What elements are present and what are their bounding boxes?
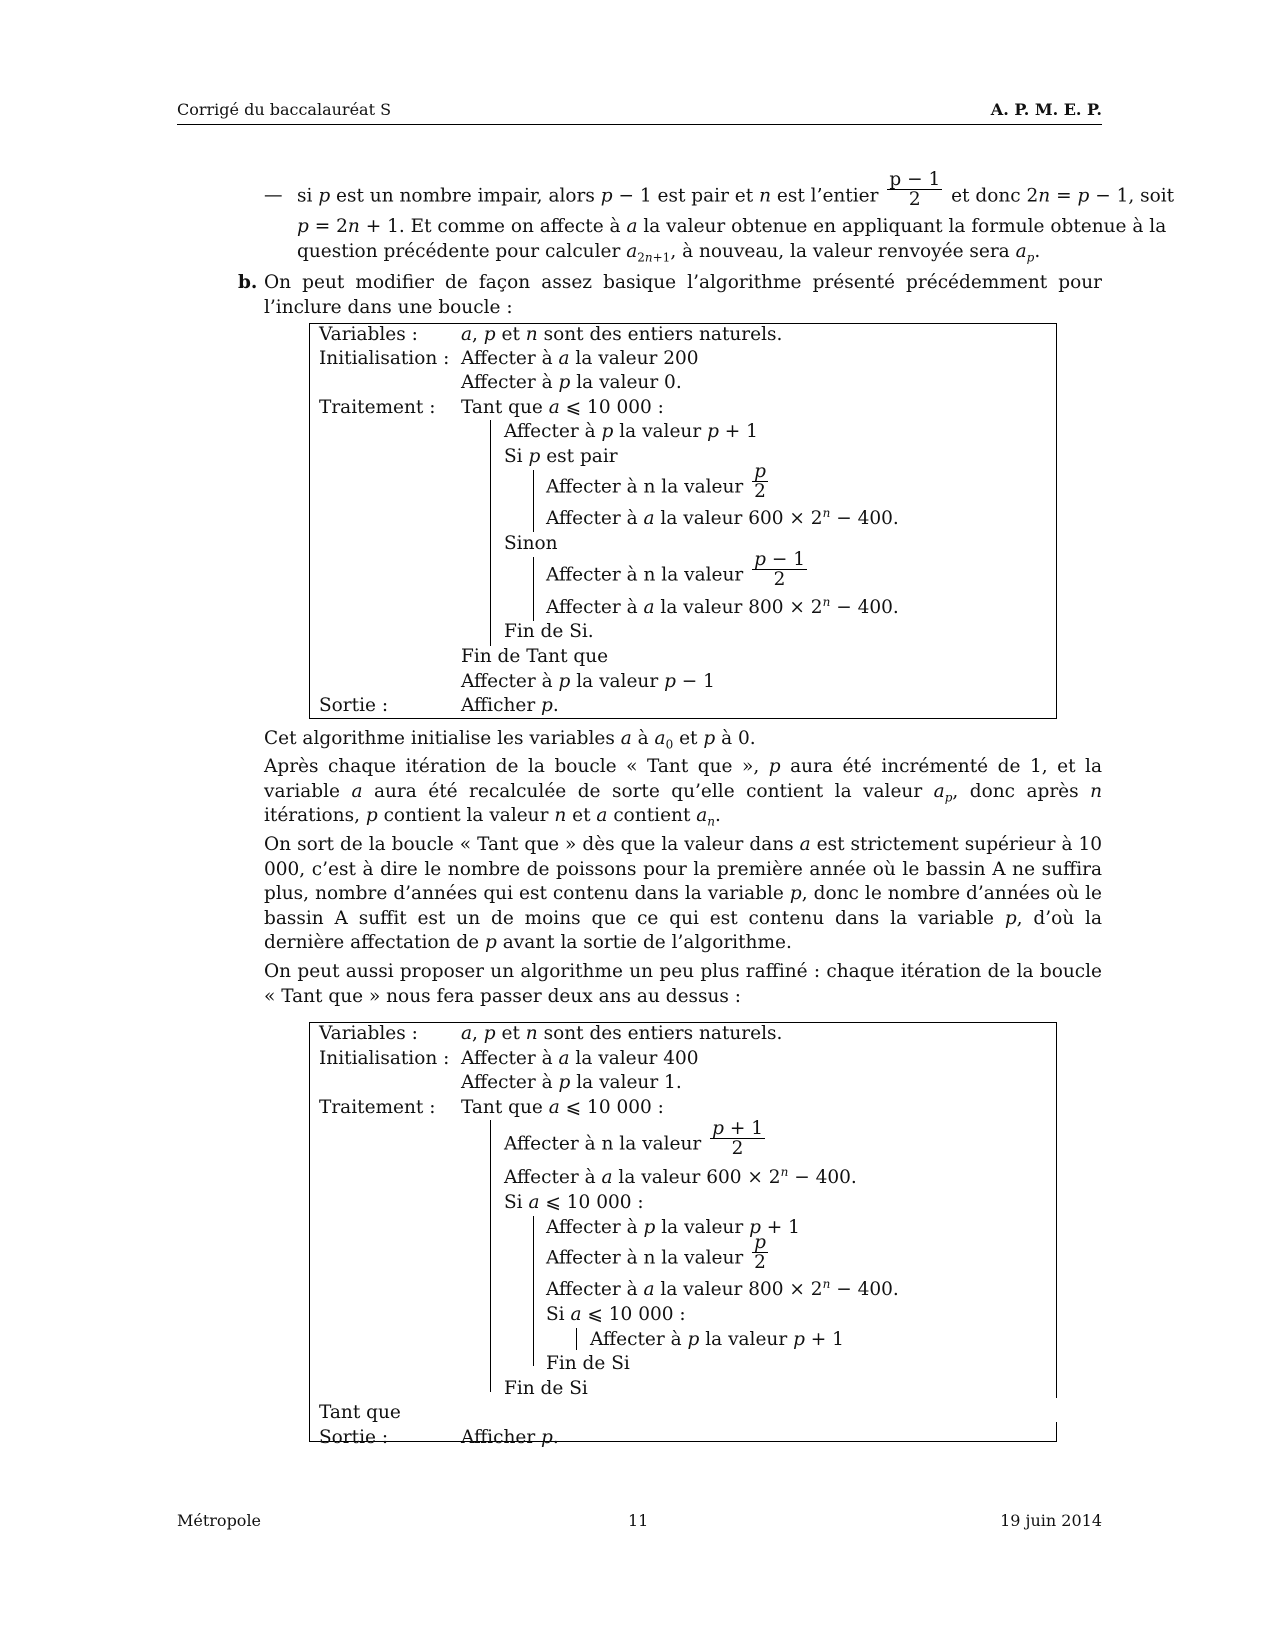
algo1-init-label: Initialisation : [319,348,450,369]
part-b-label: b. [238,272,258,293]
algo2-a1: Affecter à a la valeur $600 \times 2^n - 400$. [504,1164,857,1188]
page-number: 11 [628,1511,649,1530]
algo1-endif: Fin de Si. [504,621,594,642]
algo2-border-gap [1048,1398,1062,1422]
algo1-while-bar [490,420,491,646]
algo1-trait-label: Traitement : [319,397,436,418]
algo1-inc: Affecter à p la valeur p + 1 [504,421,758,442]
algo1-while: Tant que a ⩽ 10 000 : [461,397,664,418]
algo2-init-label: Initialisation : [319,1048,450,1069]
algo2-init-2: Affecter à p la valeur 1. [461,1072,682,1093]
algo2-while-bar [490,1120,491,1392]
algo2-endif2: Fin de Si [546,1353,630,1374]
header-right: A. P. M. E. P. [990,100,1102,119]
algo1-variables-label: Variables : [319,324,418,345]
intro-line-1: si p est un nombre impair, alors p − 1 est pair et n est l’entier $\frac{p - 1}{2}$ et donc 2n = p − 1, soit [297,169,1175,210]
paragraph-4: On peut aussi proposer un algorithme un peu plus raffiné : chaque itération de la boucle « Tant que » nous fera passer deux ans au dessus : [264,961,1102,1007]
algo1-else: Sinon [504,533,558,554]
algo2-a2: Affecter à a la valeur $800 \times 2^n - 400$. [546,1276,899,1300]
algo2-variables-label: Variables : [319,1023,418,1044]
algo2-if1-bar [533,1216,534,1366]
algo1-out-label: Sortie : [319,695,389,716]
algo1-if: Si p est pair [504,446,618,467]
intro-line-3: question précédente pour calculer $a_{2n+1}$, à nouveau, la valeur renvoyée sera $a_p$. [297,241,1041,265]
algo2-out: Afficher p. [461,1427,559,1448]
part-b-text: On peut modifier de façon assez basique l’algorithme présenté précédemment pour l’inclure dans une boucle : [264,272,1102,318]
algo2-if2-bar [576,1328,577,1350]
algo2-n2: Affecter à n la valeur $\frac{p}{2}$ [546,1232,766,1273]
algo2-while: Tant que a ⩽ 10 000 : [461,1097,664,1118]
algo1-init-1: Affecter à a la valeur 200 [461,348,699,369]
paragraph-3: On sort de la boucle « Tant que » dès que la valeur dans a est strictement supérieur à 10 000, c’est à dire le nombre de poissons pour la première année où le bassin A ne suffira plus, nombre d’années qui est contenu dans la variable p, donc le nombre d’années où le bassin A suffit est un de moins que ce qui est contenu dans la variable p, d’où la dernière affectation de p avant la sortie de l’algorithme. [264,834,1102,953]
dash: — [264,185,283,206]
algo1-else-bar [533,557,534,621]
algo2-variables-text: a, p et n sont des entiers naturels. [461,1023,783,1044]
algo1-endwhile: Fin de Tant que [461,646,609,667]
paragraph-1: Cet algorithme initialise les variables a à $a_0$ et p à 0. [264,728,756,752]
algo2-endif1: Fin de Si [504,1378,588,1399]
algo2-endwhile: Tant que [319,1402,401,1423]
algo1-n-odd: Affecter à n la valeur $\frac{p - 1}{2}$ [546,549,806,590]
footer-right: 19 juin 2014 [1000,1511,1102,1530]
algo2-out-label: Sortie : [319,1427,389,1448]
algo2-trait-label: Traitement : [319,1097,436,1118]
algo2-inc1: Affecter à p la valeur p + 1 [546,1217,800,1238]
algo1-a-odd: Affecter à a la valeur $800 \times 2^n - 400$. [546,594,899,618]
algo2-if1: Si a ⩽ 10 000 : [504,1192,644,1213]
header-rule [177,124,1102,125]
intro-line-2: p = 2n + 1. Et comme on affecte à a la valeur obtenue en appliquant la formule obtenue à la [297,216,1167,237]
algo1-init-2: Affecter à p la valeur 0. [461,372,682,393]
algo1-n-even: Affecter à n la valeur $\frac{p}{2}$ [546,461,766,502]
paragraph-2: Après chaque itération de la boucle « Tant que », p aura été incrémenté de 1, et la variable a aura été recalculée de sorte qu’elle contient la valeur $a_p$, donc après n itérations, p contient la valeur n et a contient $a_n$. [264,756,1103,829]
algo1-out: Afficher p. [461,695,559,716]
algo1-variables-text: a, p et n sont des entiers naturels. [461,324,783,345]
algo2-inc2: Affecter à p la valeur p + 1 [590,1329,844,1350]
algo1-dec: Affecter à p la valeur p − 1 [461,671,715,692]
algo1-a-even: Affecter à a la valeur $600 \times 2^n - 400$. [546,505,899,529]
footer-left: Métropole [177,1511,262,1530]
algo1-if-bar [533,470,534,532]
header-left: Corrigé du baccalauréat S [177,100,392,119]
algo2-init-1: Affecter à a la valeur 400 [461,1048,699,1069]
algo2-n1: Affecter à n la valeur $\frac{p + 1}{2}$ [504,1118,764,1159]
algo2-if2: Si a ⩽ 10 000 : [546,1304,686,1325]
